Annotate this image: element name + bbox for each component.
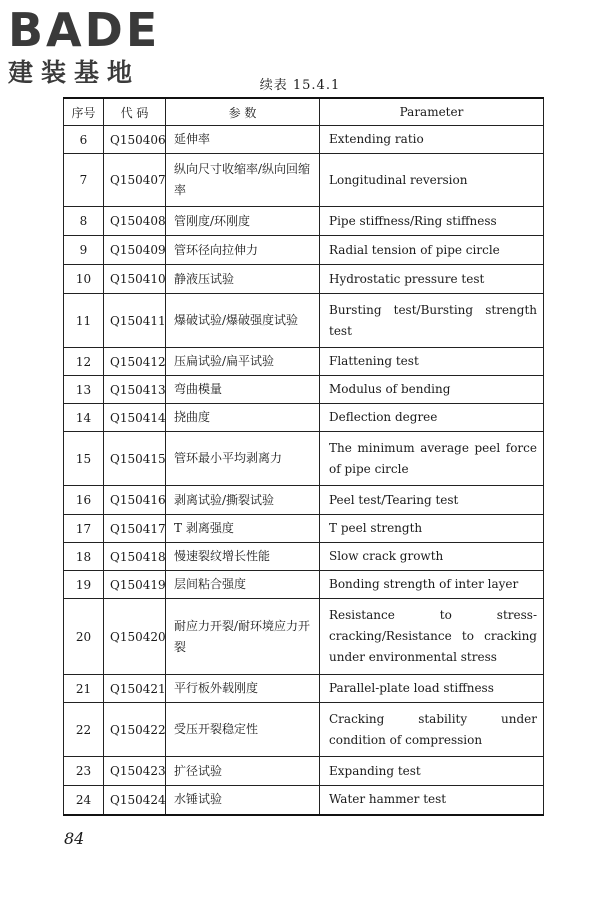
- row-code: Q150422: [104, 703, 166, 757]
- row-english: Extending ratio: [320, 126, 544, 154]
- row-english: Peel test/Tearing test: [320, 486, 544, 515]
- row-code: Q150416: [104, 486, 166, 515]
- row-param: 受压开裂稳定性: [166, 703, 320, 757]
- header-seq: 序号: [64, 98, 104, 126]
- row-code: Q150410: [104, 265, 166, 294]
- row-param: 管环最小平均剥离力: [166, 432, 320, 486]
- row-param: 扩径试验: [166, 757, 320, 786]
- table-row: [64, 486, 544, 515]
- table-row: [64, 786, 544, 815]
- row-code: Q150419: [104, 571, 166, 599]
- row-english: Pipe stiffness/Ring stiffness: [320, 207, 544, 236]
- row-code: Q150420: [104, 599, 166, 675]
- row-code: Q150414: [104, 404, 166, 432]
- row-seq: 18: [64, 543, 104, 571]
- table-row: [64, 515, 544, 543]
- row-english: Parallel-plate load stiffness: [320, 675, 544, 703]
- table-row: [64, 376, 544, 404]
- row-seq: 24: [64, 786, 104, 815]
- header-code: 代 码: [104, 98, 166, 126]
- row-param: 弯曲模量: [166, 376, 320, 404]
- row-param: 慢速裂纹增长性能: [166, 543, 320, 571]
- row-english: Flattening test: [320, 348, 544, 376]
- row-english: Resistance to stress-cracking/Resistance to cracking under environmental stress: [320, 599, 544, 675]
- row-code: Q150418: [104, 543, 166, 571]
- row-seq: 13: [64, 376, 104, 404]
- row-code: Q150409: [104, 236, 166, 265]
- row-param: 平行板外载刚度: [166, 675, 320, 703]
- table-row: [64, 571, 544, 599]
- table-row: [64, 703, 544, 757]
- row-seq: 12: [64, 348, 104, 376]
- table-row: [64, 348, 544, 376]
- row-code: Q150417: [104, 515, 166, 543]
- table-row: [64, 599, 544, 675]
- table-row: [64, 757, 544, 786]
- row-code: Q150412: [104, 348, 166, 376]
- row-param: 管环径向拉伸力: [166, 236, 320, 265]
- row-seq: 17: [64, 515, 104, 543]
- row-param: T 剥离强度: [166, 515, 320, 543]
- row-param: 纵向尺寸收缩率/纵向回缩率: [166, 154, 320, 207]
- row-code: Q150423: [104, 757, 166, 786]
- row-param: 延伸率: [166, 126, 320, 154]
- row-code: Q150424: [104, 786, 166, 815]
- row-english: Bursting test/Bursting strength test: [320, 294, 544, 348]
- row-param: 静液压试验: [166, 265, 320, 294]
- table-row: [64, 404, 544, 432]
- table-row: [64, 126, 544, 154]
- row-english: T peel strength: [320, 515, 544, 543]
- row-code: Q150411: [104, 294, 166, 348]
- table-row: [64, 432, 544, 486]
- row-english: The minimum average peel force of pipe circle: [320, 432, 544, 486]
- table-row: [64, 236, 544, 265]
- row-english: Hydrostatic pressure test: [320, 265, 544, 294]
- table-header-row: [64, 98, 544, 126]
- row-english: Radial tension of pipe circle: [320, 236, 544, 265]
- row-seq: 21: [64, 675, 104, 703]
- row-english: Cracking stability under condition of compression: [320, 703, 544, 757]
- row-seq: 19: [64, 571, 104, 599]
- row-english: Slow crack growth: [320, 543, 544, 571]
- row-seq: 8: [64, 207, 104, 236]
- row-english: Deflection degree: [320, 404, 544, 432]
- row-seq: 9: [64, 236, 104, 265]
- parameter-table: [63, 97, 544, 816]
- header-english: Parameter: [320, 98, 544, 126]
- header-param: 参 数: [166, 98, 320, 126]
- row-param: 耐应力开裂/耐环境应力开裂: [166, 599, 320, 675]
- row-param: 剥离试验/撕裂试验: [166, 486, 320, 515]
- table-caption: 续表 15.4.1: [259, 78, 341, 93]
- row-english: Modulus of bending: [320, 376, 544, 404]
- row-code: Q150408: [104, 207, 166, 236]
- table-row: [64, 675, 544, 703]
- table-row: [64, 265, 544, 294]
- row-code: Q150406: [104, 126, 166, 154]
- table-row: [64, 207, 544, 236]
- row-param: 爆破试验/爆破强度试验: [166, 294, 320, 348]
- row-param: 管刚度/环刚度: [166, 207, 320, 236]
- row-code: Q150413: [104, 376, 166, 404]
- row-english: Water hammer test: [320, 786, 544, 815]
- row-seq: 16: [64, 486, 104, 515]
- table-row: [64, 154, 544, 207]
- row-seq: 7: [64, 154, 104, 207]
- row-seq: 20: [64, 599, 104, 675]
- row-seq: 15: [64, 432, 104, 486]
- logo-subtitle: 建装基地: [8, 58, 141, 87]
- row-code: Q150415: [104, 432, 166, 486]
- row-param: 层间粘合强度: [166, 571, 320, 599]
- row-english: Bonding strength of inter layer: [320, 571, 544, 599]
- row-param: 水锤试验: [166, 786, 320, 815]
- row-seq: 11: [64, 294, 104, 348]
- row-param: 压扁试验/扁平试验: [166, 348, 320, 376]
- row-english: Expanding test: [320, 757, 544, 786]
- page-number: 84: [64, 829, 85, 848]
- row-seq: 23: [64, 757, 104, 786]
- row-code: Q150421: [104, 675, 166, 703]
- row-english: Longitudinal reversion: [320, 154, 544, 207]
- table-row: [64, 543, 544, 571]
- row-seq: 10: [64, 265, 104, 294]
- row-seq: 6: [64, 126, 104, 154]
- logo-brand: BADE: [8, 3, 161, 57]
- row-seq: 14: [64, 404, 104, 432]
- table-row: [64, 294, 544, 348]
- row-param: 挠曲度: [166, 404, 320, 432]
- row-code: Q150407: [104, 154, 166, 207]
- row-seq: 22: [64, 703, 104, 757]
